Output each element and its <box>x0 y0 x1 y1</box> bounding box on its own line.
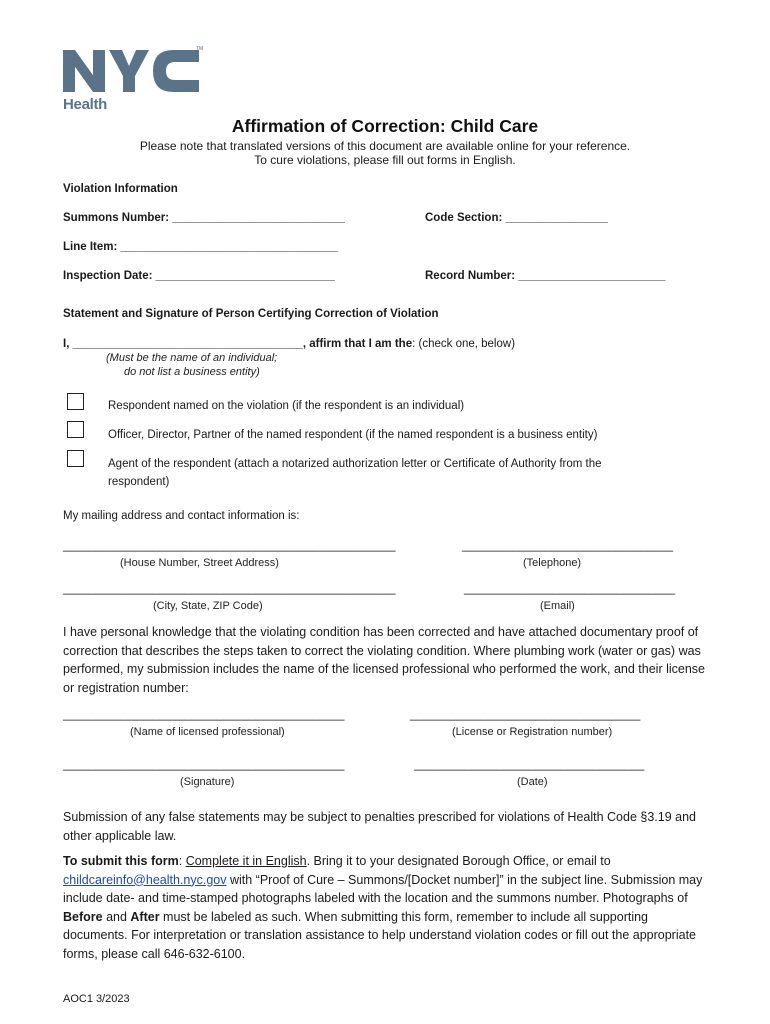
email-link[interactable]: childcareinfo@health.nyc.gov <box>63 872 227 887</box>
submit-colon: : <box>178 854 186 868</box>
affirm-suffix: : (check one, below) <box>412 338 516 350</box>
email-caption: (Email) <box>540 600 575 612</box>
affirm-line[interactable] <box>63 338 515 350</box>
telephone-caption: (Telephone) <box>523 557 582 569</box>
professional-name-caption: (Name of licensed professional) <box>130 726 285 738</box>
submit-label: To submit this form <box>63 854 179 868</box>
checkbox-agent[interactable] <box>67 450 84 467</box>
house-street-caption: (House Number, Street Address) <box>120 557 279 569</box>
before-text: Before <box>63 909 103 924</box>
inspection-date-field[interactable]: Inspection Date: ____________________________ <box>63 270 335 282</box>
address-line-field[interactable]: ____________________________________________________ <box>63 540 396 552</box>
logo-subtitle: Health <box>63 96 108 113</box>
notice-line-1: Please note that translated versions of this document are available online for your reference. <box>139 139 631 153</box>
submit-text-3: must be labeled as such. When submitting this form, remember to include all supporting documents. For interpretation or translation assistance to help understand violation codes or fill out the appropriate forms, please call 646-632-6100. <box>63 909 697 961</box>
notice-line-2: To cure violations, please fill out forms in English. <box>254 153 516 167</box>
checkbox-respondent[interactable] <box>67 393 84 410</box>
and-text: and <box>102 909 131 924</box>
penalty-notice: Submission of any false statements may be subject to penalties prescribed for violations of Health Code §3.19 and other applicable law. <box>63 810 696 843</box>
option-agent-label-cont: respondent) <box>108 476 170 488</box>
city-caption: (City, State, ZIP Code) <box>153 600 263 612</box>
email-field[interactable]: _________________________________ <box>464 583 676 595</box>
city-state-zip-field[interactable]: ____________________________________________________ <box>63 583 396 595</box>
option-agent-label: Agent of the respondent (attach a notarized authorization letter or Certificate of Authority from the <box>108 458 602 470</box>
statement-heading: Statement and Signature of Person Certifying Correction of Violation <box>63 308 439 320</box>
knowledge-paragraph: I have personal knowledge that the violating condition has been corrected and have attached documentary proof of correction that describes the steps taken to correct the violating condition. Where plumbing work (water or gas) was performed, my submission includes the name of the licensed professional who performed the work, and their license or registration number: <box>63 625 705 695</box>
code-section-field[interactable]: Code Section: ________________ <box>425 212 608 224</box>
page-title: Affirmation of Correction: Child Care <box>231 116 539 136</box>
submit-text-1: . Bring it to your designated Borough Office, or email to <box>306 854 611 868</box>
license-number-field[interactable]: ____________________________________ <box>410 709 641 721</box>
date-field[interactable]: ____________________________________ <box>414 759 645 771</box>
nyc-logo <box>63 46 204 99</box>
form-code-footer: AOC1 3/2023 <box>63 993 130 1005</box>
license-caption: (License or Registration number) <box>452 726 613 738</box>
option-respondent-label: Respondent named on the violation (if the respondent is an individual) <box>108 400 465 412</box>
affirm-name-field[interactable]: I, ____________________________________, affirm that I am the <box>63 338 413 350</box>
record-number-field[interactable]: Record Number: _______________________ <box>425 270 666 282</box>
submit-instructions <box>63 852 713 963</box>
affirm-note-1: (Must be the name of an individual; <box>106 352 278 364</box>
after-text: After <box>130 909 160 924</box>
option-officer-label: Officer, Director, Partner of the named respondent (if the named respondent is a business entity) <box>108 429 598 441</box>
summons-number-field[interactable]: Summons Number: ___________________________ <box>63 212 345 224</box>
telephone-field[interactable]: _________________________________ <box>462 540 674 552</box>
date-caption: (Date) <box>517 776 548 788</box>
checkbox-officer[interactable] <box>67 421 84 438</box>
contact-intro: My mailing address and contact information is: <box>63 510 300 522</box>
line-item-field[interactable]: Line Item: __________________________________ <box>63 241 338 253</box>
professional-name-field[interactable]: ____________________________________________ <box>63 709 345 721</box>
trademark-mark: TM <box>196 46 204 52</box>
signature-field[interactable]: ____________________________________________ <box>63 759 345 771</box>
signature-caption: (Signature) <box>180 776 235 788</box>
violation-heading: Violation Information <box>63 183 178 195</box>
affirm-note-2: do not list a business entity) <box>124 366 260 378</box>
submit-text-2: with “Proof of Cure – Summons/[Docket number]” in the subject line. Submission may include date- and time-stamped photographs labeled with the location and the summons number. Photographs of <box>63 872 703 905</box>
complete-in-english: Complete it in English <box>185 854 307 868</box>
